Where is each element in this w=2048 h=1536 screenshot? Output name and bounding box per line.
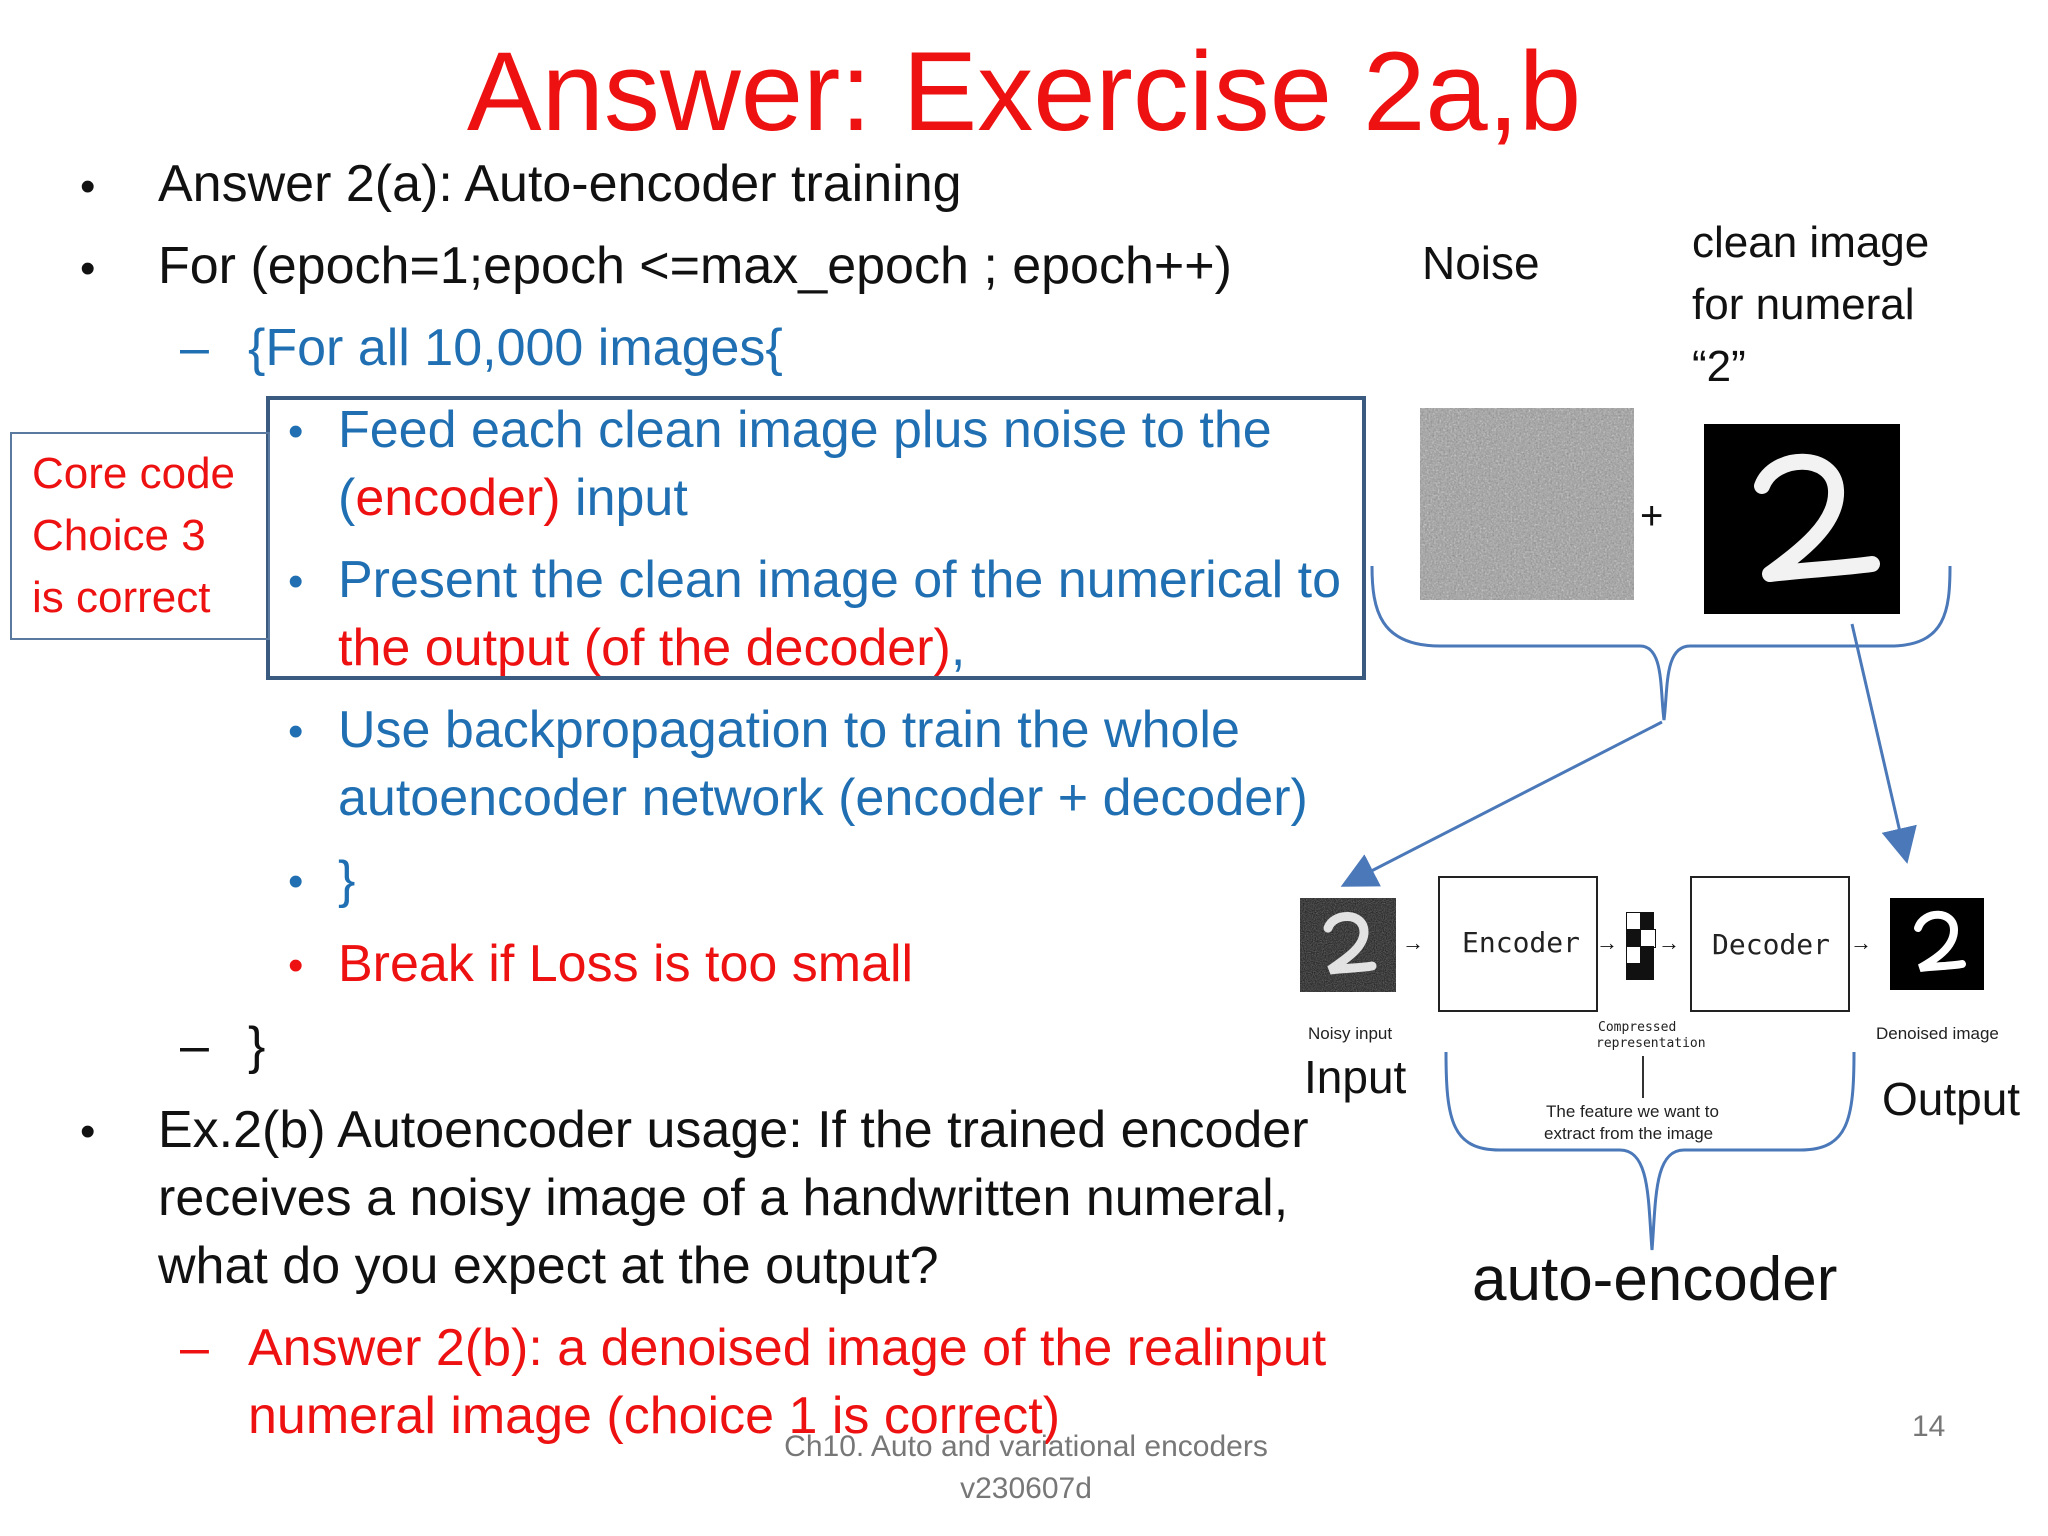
noisy-input-caption: Noisy input (1308, 1024, 1393, 1043)
present-line-1: Present the clean image of the numerical to (338, 551, 1342, 609)
plus-sign: + (1640, 494, 1664, 538)
page-number: 14 (1912, 1410, 1946, 1443)
bullet-for-loop: For (epoch=1;epoch <=max_epoch ; epoch++) (158, 237, 1232, 295)
noisy-input-image (1300, 898, 1396, 992)
arrow-right-icon: → (1402, 930, 1424, 955)
compressed-caption-2: representation (1596, 1036, 1706, 1051)
auto-encoder-label: auto-encoder (1472, 1245, 1838, 1314)
arrow-right-icon: → (1658, 930, 1680, 955)
noise-label: Noise (1422, 237, 1540, 289)
output-label: Output (1882, 1073, 2021, 1125)
backprop-line-1: Use backpropagation to train the whole (338, 701, 1240, 759)
up-arrow-line (1642, 1056, 1644, 1098)
feed-line-1: Feed each clean image plus noise to the (338, 401, 1272, 459)
bullet-dot: • (288, 707, 304, 756)
bullet-dot: • (288, 557, 304, 606)
input-label: Input (1304, 1051, 1407, 1103)
present-line-2: the output (of the decoder), (338, 619, 966, 677)
dash-marker: – (180, 1017, 209, 1075)
bullet-dot: • (80, 244, 96, 293)
feed-line-2: (encoder) input (338, 469, 688, 527)
bullet3-line-2: receives a noisy image of a handwritten numeral, (158, 1169, 1289, 1227)
dash-marker: – (180, 319, 209, 377)
bullet-dot: • (80, 162, 96, 211)
clean-image-line-1: clean image (1692, 218, 1930, 267)
core-code-line-3: is correct (32, 573, 211, 622)
sub-for-all-images: {For all 10,000 images{ (248, 319, 783, 377)
denoised-caption: Denoised image (1876, 1024, 1999, 1043)
footer-title: Ch10. Auto and variational encoders (784, 1430, 1268, 1463)
denoised-output-image (1890, 898, 1984, 990)
answer-2b-line-2: numeral image (choice 1 is correct) (248, 1387, 1061, 1445)
answer-2b-line-1: Answer 2(b): a denoised image of the realinput (248, 1319, 1327, 1377)
clean-image-line-3: “2” (1692, 342, 1746, 391)
bullet-dot: • (288, 857, 304, 906)
close-brace-outer: } (248, 1017, 266, 1075)
arrow-right-icon: → (1850, 930, 1872, 955)
bullet-dot: • (288, 941, 304, 990)
core-code-line-2: Choice 3 (32, 511, 206, 560)
compressed-representation (1626, 912, 1654, 980)
backprop-line-2: autoencoder network (encoder + decoder) (338, 769, 1308, 827)
encoder-label: Encoder (1462, 926, 1581, 959)
compressed-caption-1: Compressed (1598, 1020, 1677, 1035)
bullet-dot: • (80, 1107, 96, 1156)
dash-marker: – (180, 1319, 209, 1377)
arrow-right-icon: → (1596, 930, 1618, 955)
clean-image-line-2: for numeral (1692, 280, 1915, 329)
feature-caption-1: The feature we want to (1546, 1102, 1719, 1121)
bullet-answer-2a: Answer 2(a): Auto-encoder training (158, 155, 962, 213)
bullet-dot: • (288, 407, 304, 456)
core-code-line-1: Core code (32, 449, 236, 498)
bullet3-line-3: what do you expect at the output? (158, 1237, 939, 1295)
feature-caption-2: extract from the image (1544, 1124, 1714, 1143)
page-title: Answer: Exercise 2a,b (466, 29, 1582, 154)
close-brace-inner: } (338, 851, 356, 909)
bullet3-line-1: Ex.2(b) Autoencoder usage: If the trained encoder (158, 1101, 1309, 1159)
footer-version: v230607d (960, 1472, 1092, 1505)
break-line: Break if Loss is too small (338, 935, 914, 993)
decoder-label: Decoder (1712, 928, 1831, 961)
